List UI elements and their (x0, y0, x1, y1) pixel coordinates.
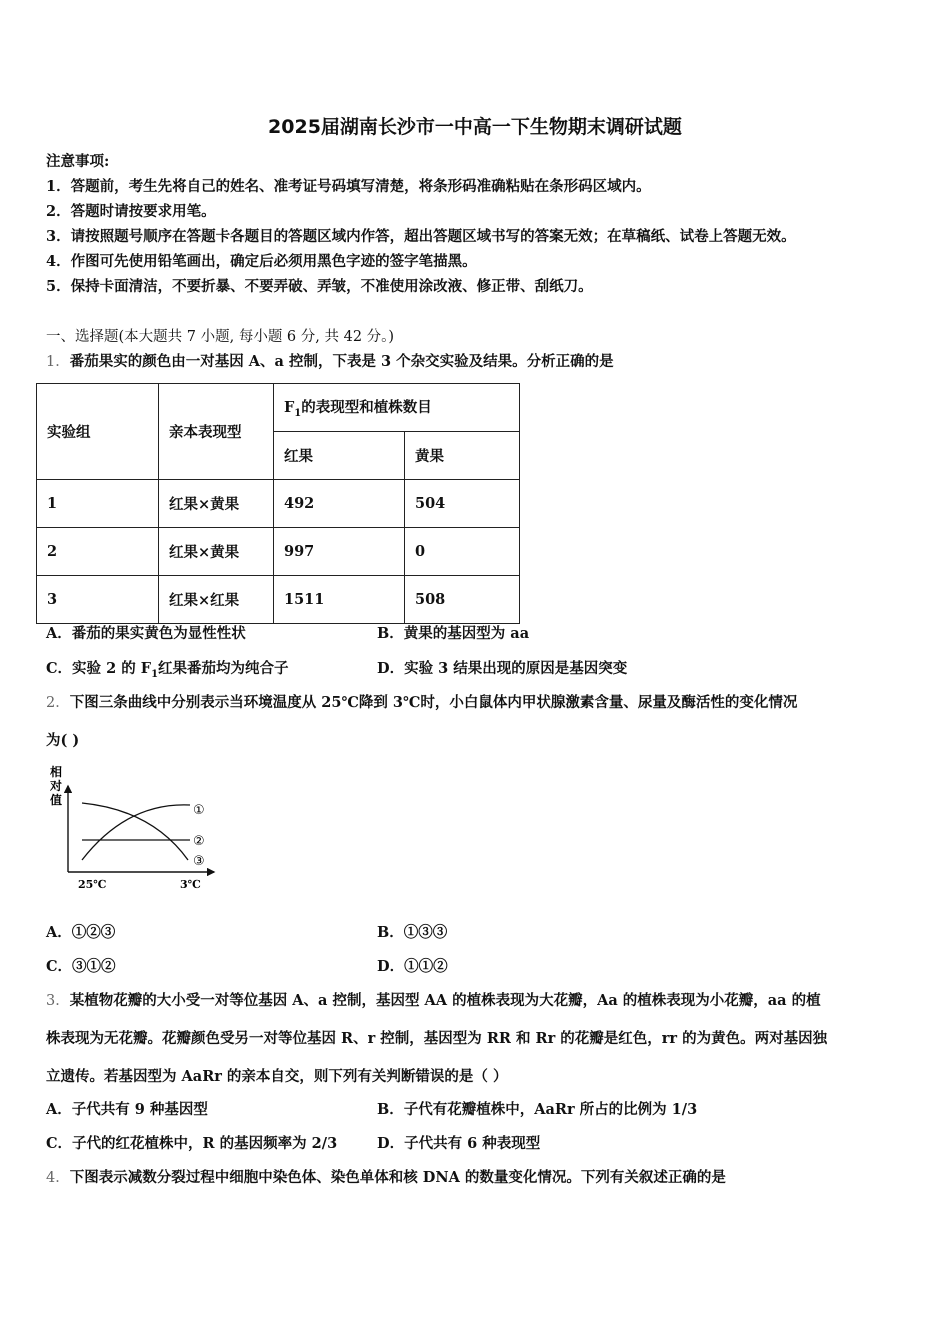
x-start-label: 25℃ (78, 878, 107, 891)
cell-yellow: 508 (405, 576, 520, 624)
q1-option-b: B．黄果的基因型为 aa (377, 625, 530, 642)
y-label-2: 对 (50, 779, 63, 793)
curve-label-1: ① (193, 803, 205, 818)
cell-yellow: 504 (405, 480, 520, 528)
notice-item-1: 1．答题前，考生先将自己的姓名、准考证号码填写清楚，将条形码准确粘贴在条形码区域内。 (46, 178, 651, 195)
header-red: 红果 (274, 432, 405, 480)
curve-label-3: ③ (193, 854, 205, 869)
cell-parent: 红果×黄果 (159, 480, 274, 528)
curve-label-2: ② (193, 834, 205, 849)
q2-option-a: A．①②③ (46, 924, 116, 941)
q3-option-c: C．子代的红花植株中，R 的基因频率为 2/3 (46, 1135, 338, 1152)
header-group: 实验组 (37, 384, 159, 480)
cell-red: 492 (274, 480, 405, 528)
table-row (37, 576, 520, 624)
q1-option-d: D．实验 3 结果出现的原因是基因突变 (377, 660, 628, 677)
question-3-stem-2: 株表现为无花瓣。花瓣颜色受另一对等位基因 R、r 控制，基因型为 RR 和 Rr 的花瓣是红色，rr 的为黄色。两对基因独 (46, 1030, 828, 1047)
cell-yellow: 0 (405, 528, 520, 576)
cell-group: 1 (37, 480, 159, 528)
y-label-1: 相 (50, 765, 63, 779)
header-f1: $F_1$的表现型和植株数目 (274, 384, 520, 432)
notice-item-3: 3．请按照题号顺序在答题卡各题目的答题区域内作答，超出答题区域书写的答案无效；在草稿纸、试卷上答题无效。 (46, 228, 796, 245)
q1-option-c: C．实验 2 的 $F_1$红果番茄均为纯合子 (46, 660, 289, 680)
q3-option-a: A．子代共有 9 种基因型 (46, 1101, 208, 1118)
question-4-stem: 4．下图表示减数分裂过程中细胞中染色体、染色单体和核 DNA 的数量变化情况。下列有关叙述正确的是 (46, 1169, 726, 1186)
page-title: 2025届湖南长沙市一中高一下生物期末调研试题 (268, 116, 682, 138)
question-3-stem: 3．某植物花瓣的大小受一对等位基因 A、a 控制，基因型 AA 的植株表现为大花瓣，Aa 的植株表现为小花瓣，aa 的植 (46, 992, 821, 1009)
q1-option-a: A．番茄的果实黄色为显性性状 (46, 625, 246, 642)
header-parent: 亲本表现型 (159, 384, 274, 480)
notice-item-2: 2．答题时请按要求用笔。 (46, 203, 216, 220)
q2-option-c: C．③①② (46, 958, 116, 975)
cell-parent: 红果×红果 (159, 576, 274, 624)
curve-3 (82, 803, 188, 860)
q2-option-b: B．①③③ (377, 924, 448, 941)
question-1-stem (46, 352, 614, 372)
notice-item-4: 4．作图可先使用铅笔画出，确定后必须用黑色字迹的签字笔描黑。 (46, 253, 477, 270)
q3-option-b: B．子代有花瓣植株中，AaRr 所占的比例为 1/3 (377, 1101, 698, 1118)
cell-red: 997 (274, 528, 405, 576)
notice-item-5: 5．保持卡面清洁，不要折暴、不要弄破、弄皱，不准使用涂改液、修正带、刮纸刀。 (46, 278, 593, 295)
section-heading: 一、选择题(本大题共 7 小题, 每小题 6 分, 共 42 分。) (46, 329, 395, 345)
q2-curve-graph (42, 760, 222, 896)
cell-group: 3 (37, 576, 159, 624)
question-3-stem-3: 立遗传。若基因型为 AaRr 的亲本自交，则下列有关判断错误的是（ ） (46, 1068, 508, 1085)
q2-option-d: D．①①② (377, 958, 448, 975)
cell-group: 2 (37, 528, 159, 576)
cell-parent: 红果×黄果 (159, 528, 274, 576)
curve-1 (82, 805, 190, 860)
notice-heading: 注意事项: (46, 153, 110, 170)
cell-red: 1511 (274, 576, 405, 624)
x-end-label: 3℃ (180, 878, 201, 891)
table-row (37, 480, 520, 528)
y-label-3: 值 (50, 793, 63, 807)
header-yellow: 黄果 (405, 432, 520, 480)
experiment-table (36, 383, 520, 624)
table-row (37, 528, 520, 576)
question-1-text: 番茄果实的颜色由一对基因 A、a 控制，下表是 3 个杂交实验及结果。分析正确的是 (69, 353, 614, 370)
q3-option-d: D．子代共有 6 种表现型 (377, 1135, 541, 1152)
question-2-stem: 2．下图三条曲线中分别表示当环境温度从 25℃降到 3℃时，小白鼠体内甲状腺激素含量、尿量及酶活性的变化情况 (46, 694, 798, 711)
question-1-number: 1． (46, 354, 70, 370)
question-2-stem-cont: 为( ) (46, 732, 80, 749)
